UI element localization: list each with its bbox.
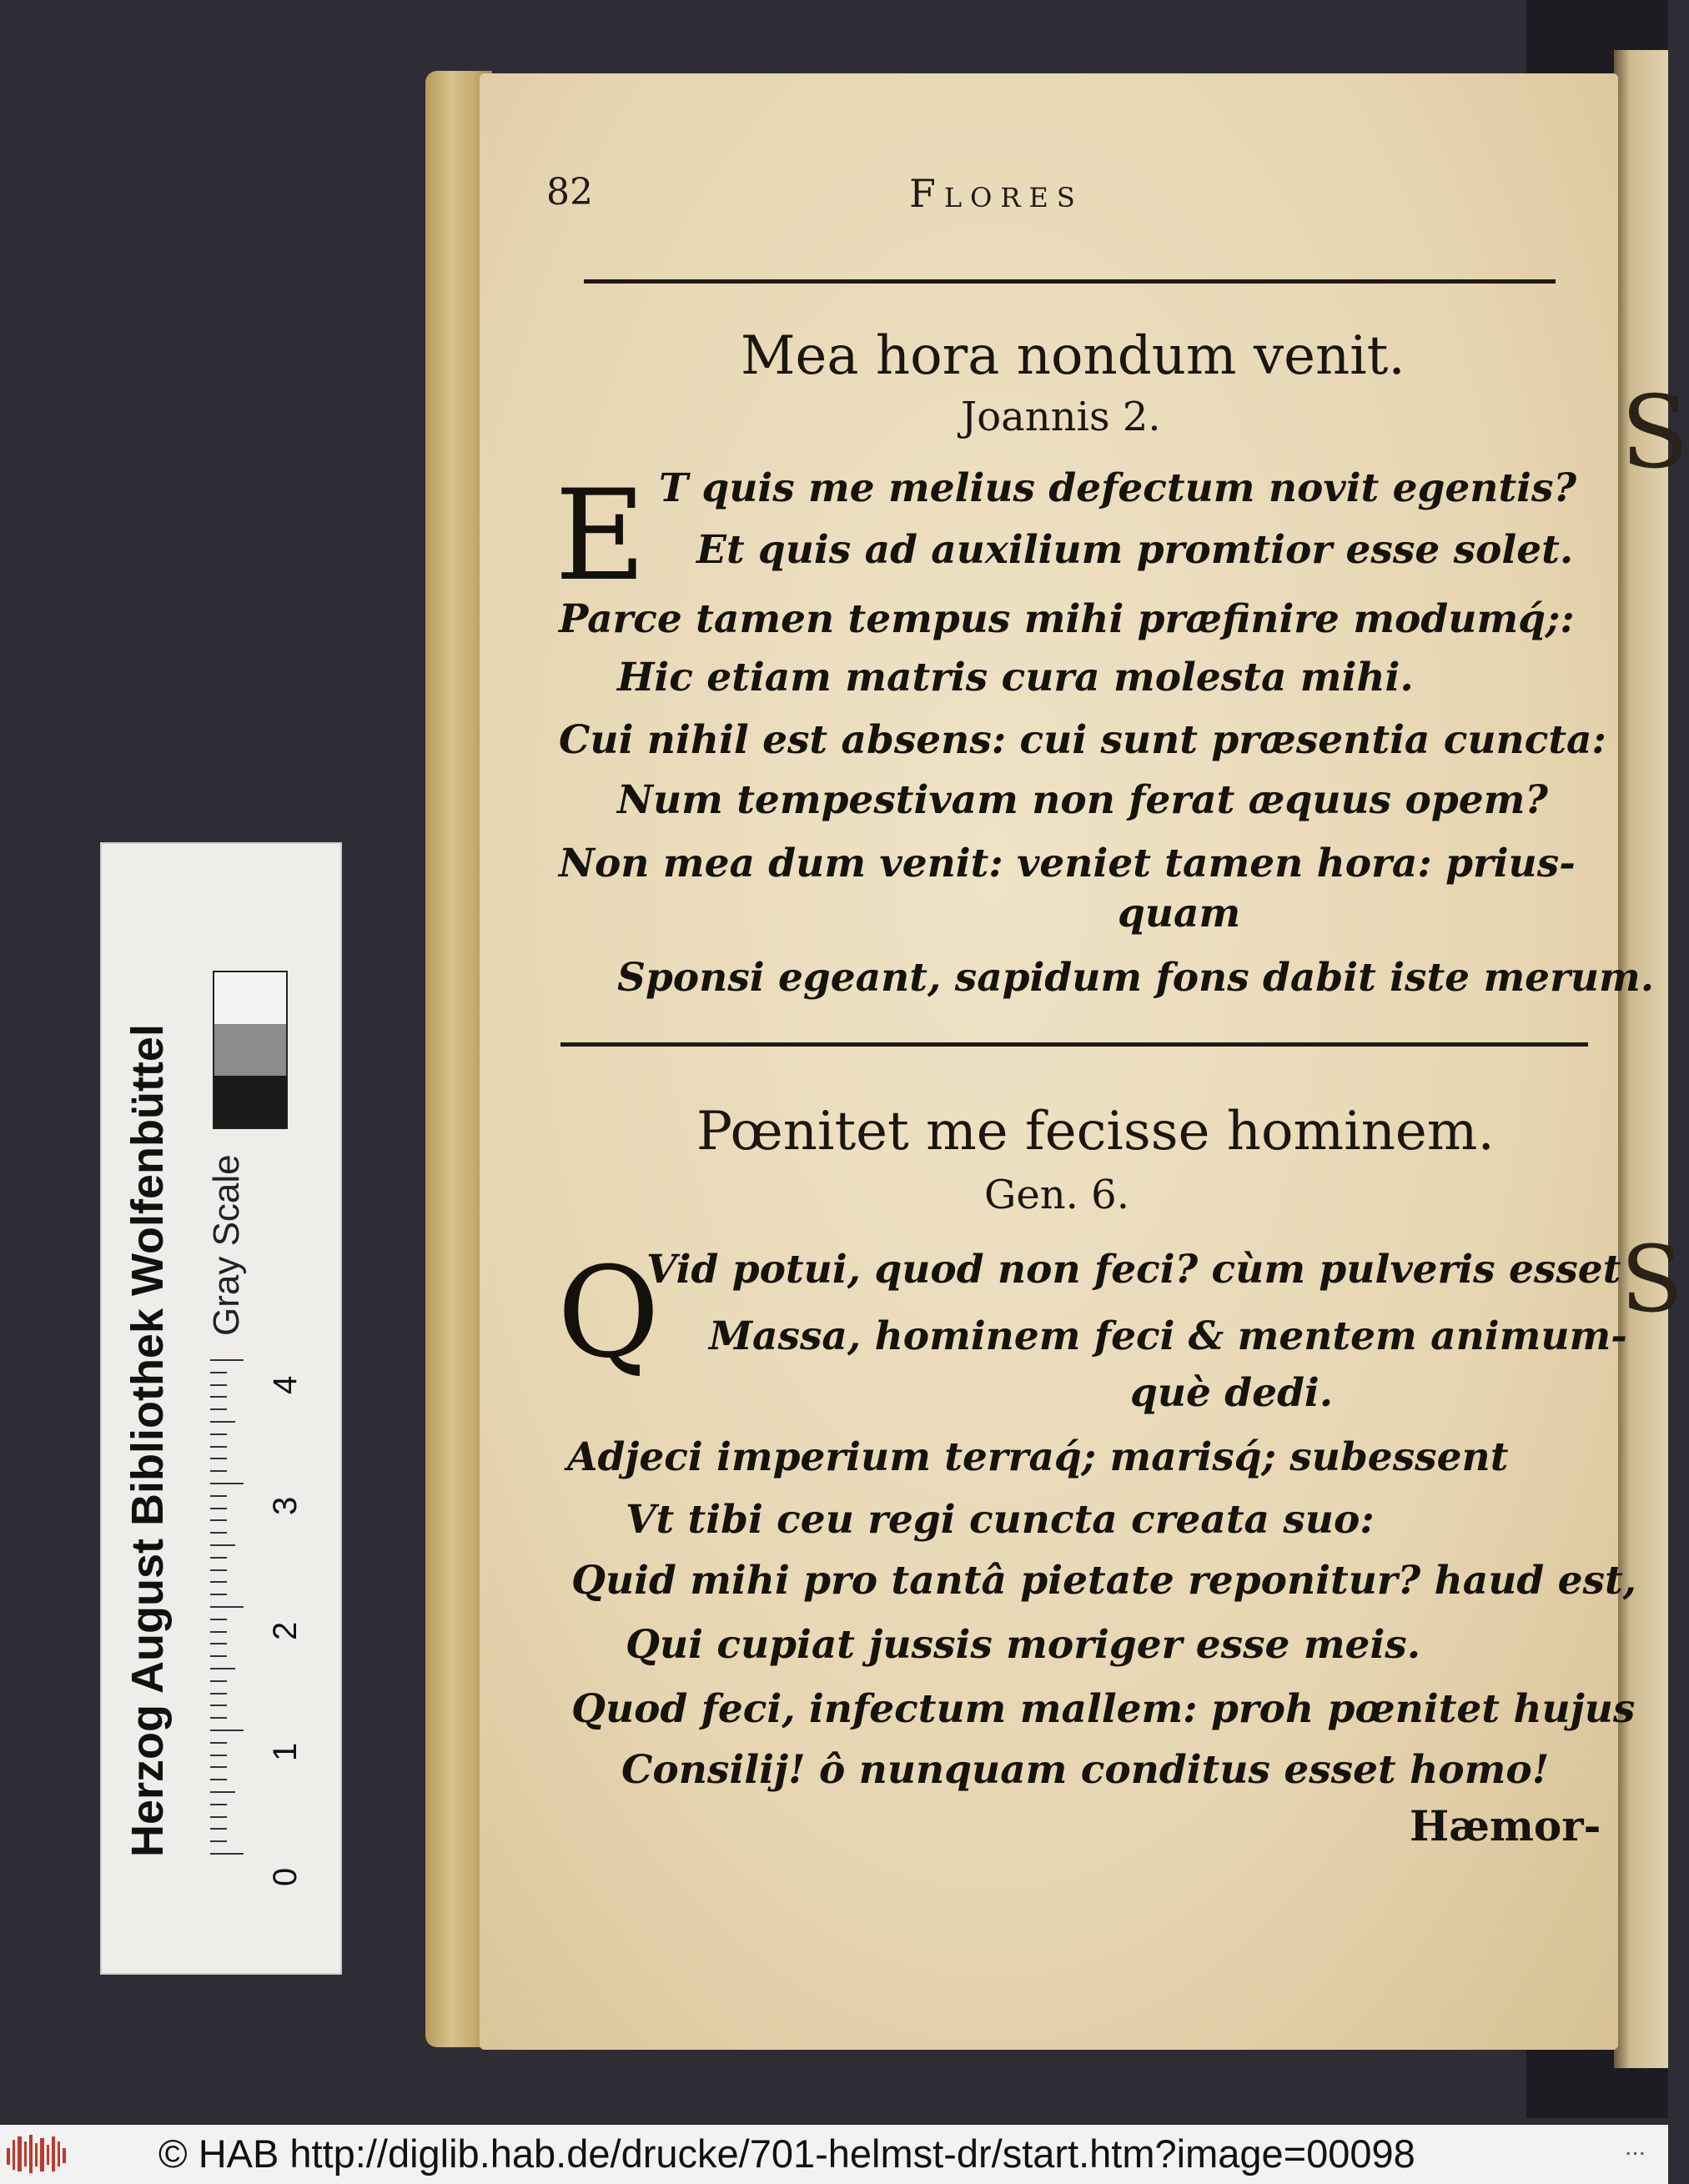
- ruler-number-4: 4: [267, 1375, 304, 1394]
- ruler-tick: [210, 1372, 227, 1373]
- ruler-tick: [210, 1779, 227, 1780]
- ruler-tick: [210, 1755, 227, 1756]
- barcode-logo-icon: [7, 2133, 67, 2175]
- ruler-tick: [210, 1791, 235, 1793]
- ruler-tick: [210, 1495, 227, 1497]
- poem1-line-4: Hic etiam matris cura molesta mihi.: [617, 655, 1414, 700]
- ruler-tick: [210, 1804, 227, 1805]
- ruler-tick: [210, 1606, 244, 1608]
- ruler-number-0: 0: [267, 1867, 304, 1886]
- ruler-tick: [210, 1544, 235, 1546]
- poem2-line-4: Adjeci imperium terraq́; marisq́; subessent: [567, 1434, 1509, 1480]
- header-rule: [584, 279, 1556, 284]
- poem1-line-1: T quis me melius defectum novit egentis?: [659, 465, 1577, 511]
- ruler-tick: [210, 1705, 227, 1706]
- ruler-tick: [210, 1421, 235, 1423]
- ruler-tick: [210, 1730, 244, 1731]
- page-header: [546, 171, 1547, 229]
- ruler-tick: [210, 1594, 227, 1595]
- ruler-ticks: [210, 1353, 244, 1870]
- poem2-line-6: Quid mihi pro tantâ pietate reponitur? haud est,: [571, 1558, 1637, 1604]
- poem2-line-2: Massa, hominem feci & mentem animum-: [709, 1313, 1627, 1359]
- ruler-tick: [210, 1631, 227, 1633]
- poem2-line-1: Vid potui, quod non feci? cùm pulveris esset: [646, 1247, 1621, 1293]
- ruler-tick: [210, 1446, 227, 1448]
- ruler-tick: [210, 1816, 227, 1818]
- ruler-tick: [210, 1619, 227, 1620]
- poem1-line-9: Sponsi egeant, sapidum fons dabit iste merum.: [617, 955, 1655, 1001]
- ruler-tick: [210, 1828, 227, 1830]
- ruler-tick: [210, 1532, 227, 1534]
- ruler-tick: [210, 1384, 227, 1386]
- poem2-line-8: Quod feci, infectum mallem: proh pœnitet hujus: [571, 1686, 1636, 1732]
- poem2-line-5: Vt tibi ceu regi cuncta creata suo:: [626, 1497, 1375, 1543]
- ruler-tick: [210, 1458, 227, 1459]
- facing-page-edge: S S: [1614, 50, 1668, 2068]
- poem2-title: Pœnitet me fecisse hominem.: [696, 1101, 1495, 1162]
- ruler-tick: [210, 1853, 244, 1855]
- copyright-url-text: © HAB http://diglib.hab.de/drucke/701-helmst-dr/start.htm?image=00098: [158, 2131, 1415, 2176]
- running-title: Flores: [909, 171, 1083, 216]
- ruler-tick: [210, 1668, 235, 1669]
- poem1-line-7: Non mea dum venit: veniet tamen hora: prius-: [559, 841, 1576, 886]
- footer-bar: [0, 2125, 1668, 2184]
- poem1-line-2: Et quis ad auxilium promtior esse solet.: [696, 527, 1574, 573]
- ruler-tick: [210, 1359, 244, 1361]
- ruler-tick: [210, 1581, 227, 1583]
- poem2-line-3: què dedi.: [1130, 1370, 1334, 1416]
- swatch-black: [214, 1076, 286, 1127]
- section-rule: [560, 1042, 1588, 1047]
- ruler-tick: [210, 1396, 227, 1398]
- poem1-line-5: Cui nihil est absens: cui sunt præsentia cuncta:: [559, 717, 1606, 763]
- ruler-tick: [210, 1717, 227, 1719]
- ruler-tick: [210, 1840, 227, 1842]
- poem2-reference: Gen. 6.: [984, 1172, 1129, 1218]
- ruler-tick: [210, 1643, 227, 1644]
- ruler-tick: [210, 1408, 227, 1410]
- ruler-tick: [210, 1766, 227, 1768]
- ruler-tick: [210, 1569, 227, 1571]
- ruler-tick: [210, 1680, 227, 1682]
- poem2-line-7: Qui cupiat jussis moriger esse meis.: [626, 1622, 1421, 1668]
- ruler-number-2: 2: [267, 1621, 304, 1640]
- swatch-white: [214, 972, 286, 1024]
- ruler-number-3: 3: [267, 1496, 304, 1515]
- poem1-reference: Joannis 2.: [961, 394, 1161, 440]
- ruler-tick: [210, 1433, 227, 1435]
- ruler-tick: [210, 1483, 244, 1484]
- ruler-tick: [210, 1470, 227, 1472]
- ruler-number-1: 1: [267, 1742, 304, 1761]
- poem1-line-6: Num tempestivam non ferat æquus opem?: [617, 777, 1548, 823]
- swatch-gray: [214, 1024, 286, 1076]
- poem2-dropcap: Q: [557, 1241, 660, 1386]
- scale-institution-label: Herzog August Bibliothek Wolfenbüttel: [123, 1024, 173, 1857]
- gray-scale-bar: [100, 842, 342, 1975]
- footer-ellipsis: ...: [1625, 2133, 1646, 2161]
- ruler-tick: [210, 1655, 227, 1657]
- poem1-line-3: Parce tamen tempus mihi præfinire modumq́;:: [559, 596, 1575, 642]
- ruler-tick: [210, 1693, 227, 1694]
- poem1-line-8: quam: [1118, 891, 1241, 936]
- ruler-tick: [210, 1742, 227, 1744]
- catchword: Hæmor-: [1410, 1801, 1601, 1850]
- ruler-tick: [210, 1557, 227, 1559]
- poem1-dropcap: E: [555, 464, 646, 609]
- poem2-line-9: Consilij! ô nunquam conditus esset homo!: [621, 1747, 1550, 1793]
- folio-number: 82: [546, 171, 593, 213]
- ruler-tick: [210, 1519, 227, 1521]
- gray-swatches: [213, 971, 288, 1129]
- gray-scale-label: Gray Scale: [206, 1154, 247, 1336]
- ruler-tick: [210, 1508, 227, 1509]
- poem1-title: Mea hora nondum venit.: [741, 325, 1405, 387]
